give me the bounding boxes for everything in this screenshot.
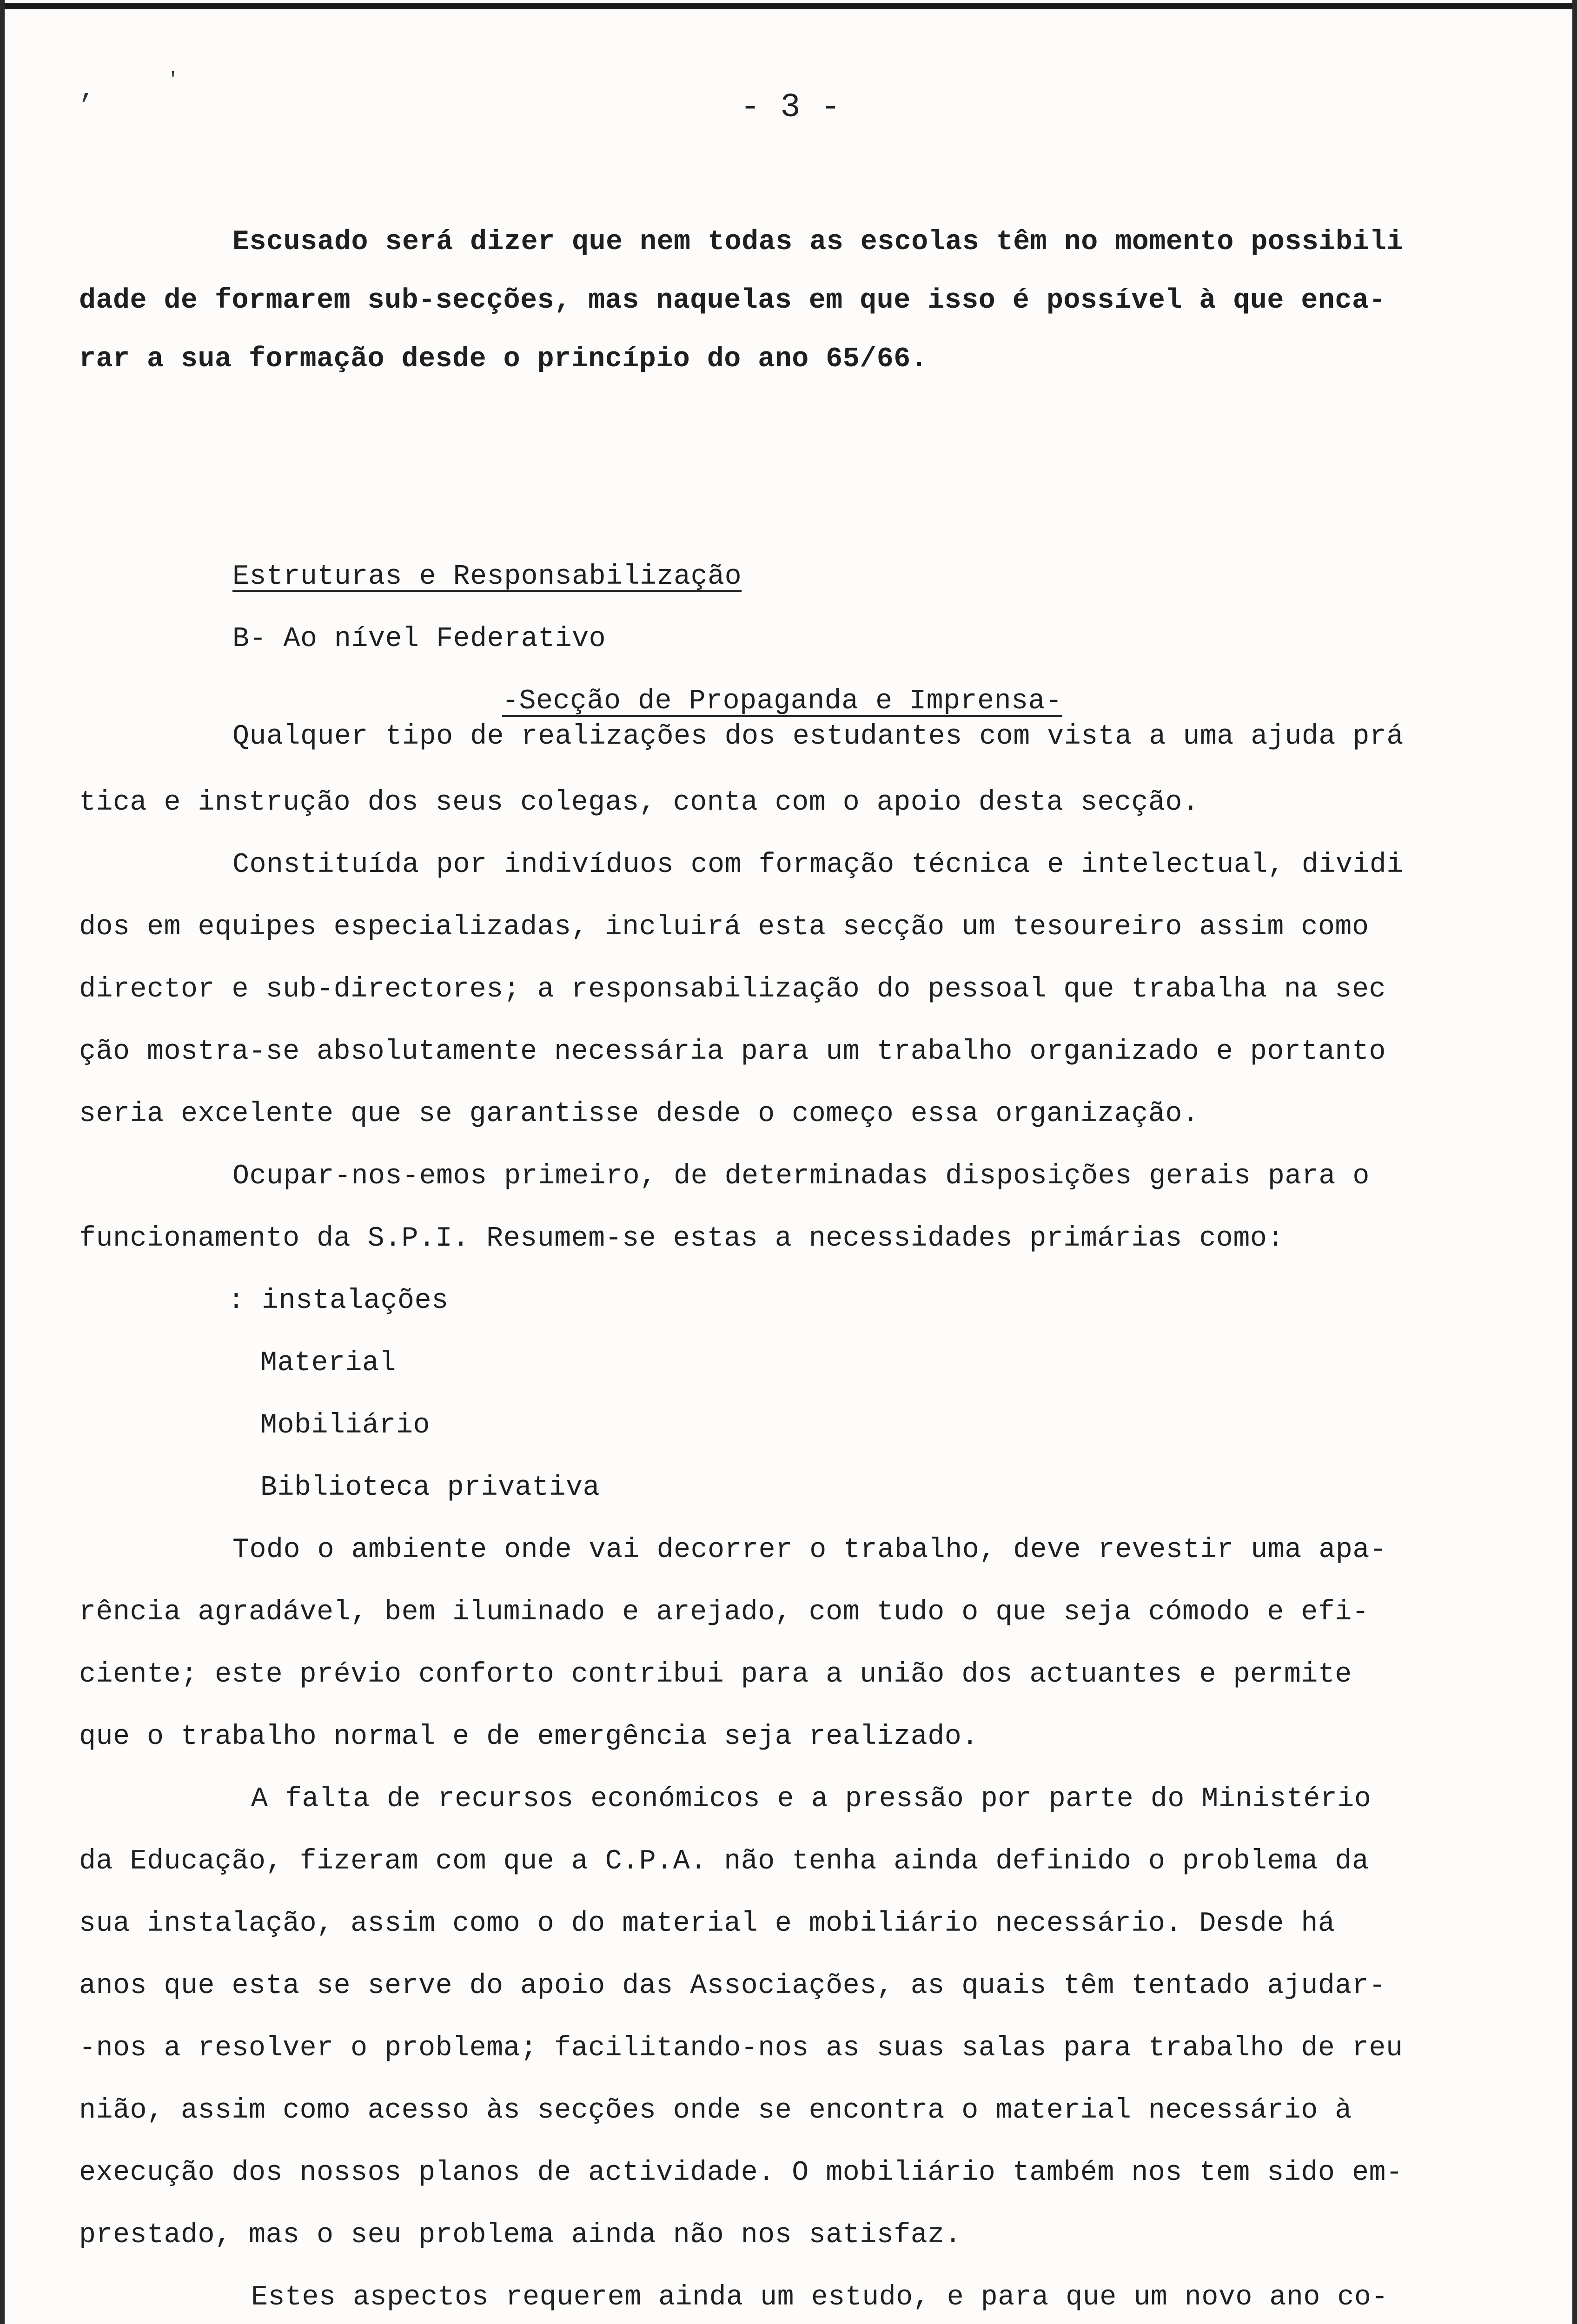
list-item: Material <box>260 1347 397 1379</box>
text-line: rência agradável, bem iluminado e arejado, com tudo o que seja cómodo e efi- <box>79 1597 1369 1628</box>
text-line: sua instalação, assim como o do material e mobiliário necessário. Desde há <box>79 1908 1335 1940</box>
page-number: - 3 - <box>740 88 841 126</box>
text-line: funcionamento da S.P.I. Resumem-se estas a necessidades primárias como: <box>79 1223 1284 1254</box>
text-line: Ocupar-nos-emos primeiro, de determinadas disposições gerais para o <box>232 1161 1370 1192</box>
text-line: ção mostra-se absolutamente necessária para um trabalho organizado e portanto <box>79 1036 1386 1068</box>
text-line: -nos a resolver o problema; facilitando-nos as suas salas para trabalho de reu <box>79 2033 1403 2064</box>
text-line: Qualquer tipo de realizações dos estudantes com vista a uma ajuda prá <box>232 721 1404 753</box>
text-line: anos que esta se serve do apoio das Associações, as quais têm tentado ajudar- <box>79 1970 1386 2002</box>
text-line: seria excelente que se garantisse desde o começo essa organização. <box>79 1098 1199 1130</box>
text-line: Constituída por indivíduos com formação técnica e intelectual, dividi <box>232 849 1404 881</box>
text-line: da Educação, fizeram com que a C.P.A. não tenha ainda definido o problema da <box>79 1846 1369 1877</box>
text-line: A falta de recursos económicos e a pressão por parte do Ministério <box>251 1783 1372 1815</box>
margin-mark: ' <box>167 70 179 91</box>
margin-mark: , <box>79 74 96 106</box>
text-line: ciente; este prévio conforto contribui para a união dos actuantes e permite <box>79 1659 1352 1690</box>
list-item: Biblioteca privativa <box>260 1472 600 1504</box>
text-line: execução dos nossos planos de actividade. O mobiliário também nos tem sido em- <box>79 2157 1403 2189</box>
text-line: nião, assim como acesso às secções onde se encontra o material necessário à <box>79 2095 1352 2126</box>
page-left-border <box>0 0 5 2324</box>
text-line: rar a sua formação desde o princípio do ano 65/66. <box>79 343 928 375</box>
page-right-border <box>1572 0 1577 2324</box>
text-line: prestado, mas o seu problema ainda não nos satisfaz. <box>79 2219 962 2251</box>
page-top-border <box>0 3 1577 9</box>
text-line: director e sub-directores; a responsabilização do pessoal que trabalha na sec <box>79 974 1386 1005</box>
list-item: : instalações <box>228 1285 449 1317</box>
list-item: Mobiliário <box>260 1410 431 1441</box>
text-line: que o trabalho normal e de emergência seja realizado. <box>79 1721 979 1753</box>
text-line: Escusado será dizer que nem todas as escolas têm no momento possibili <box>232 226 1404 258</box>
section-heading: Estruturas e Responsabilização <box>232 561 742 593</box>
text-line: tica e instrução dos seus colegas, conta com o apoio desta secção. <box>79 787 1199 819</box>
subsection-title: -Secção de Propaganda e Imprensa- <box>502 686 1062 717</box>
text-line: Todo o ambiente onde vai decorrer o trabalho, deve revestir uma apa- <box>232 1534 1387 1566</box>
text-line: dos em equipes especializadas, incluirá esta secção um tesoureiro assim como <box>79 911 1369 943</box>
section-subheading: B- Ao nível Federativo <box>232 623 606 655</box>
text-line: dade de formarem sub-secções, mas naquelas em que isso é possível à que enca- <box>79 285 1386 317</box>
text-line: Estes aspectos requerem ainda um estudo, e para que um novo ano co- <box>251 2282 1388 2313</box>
